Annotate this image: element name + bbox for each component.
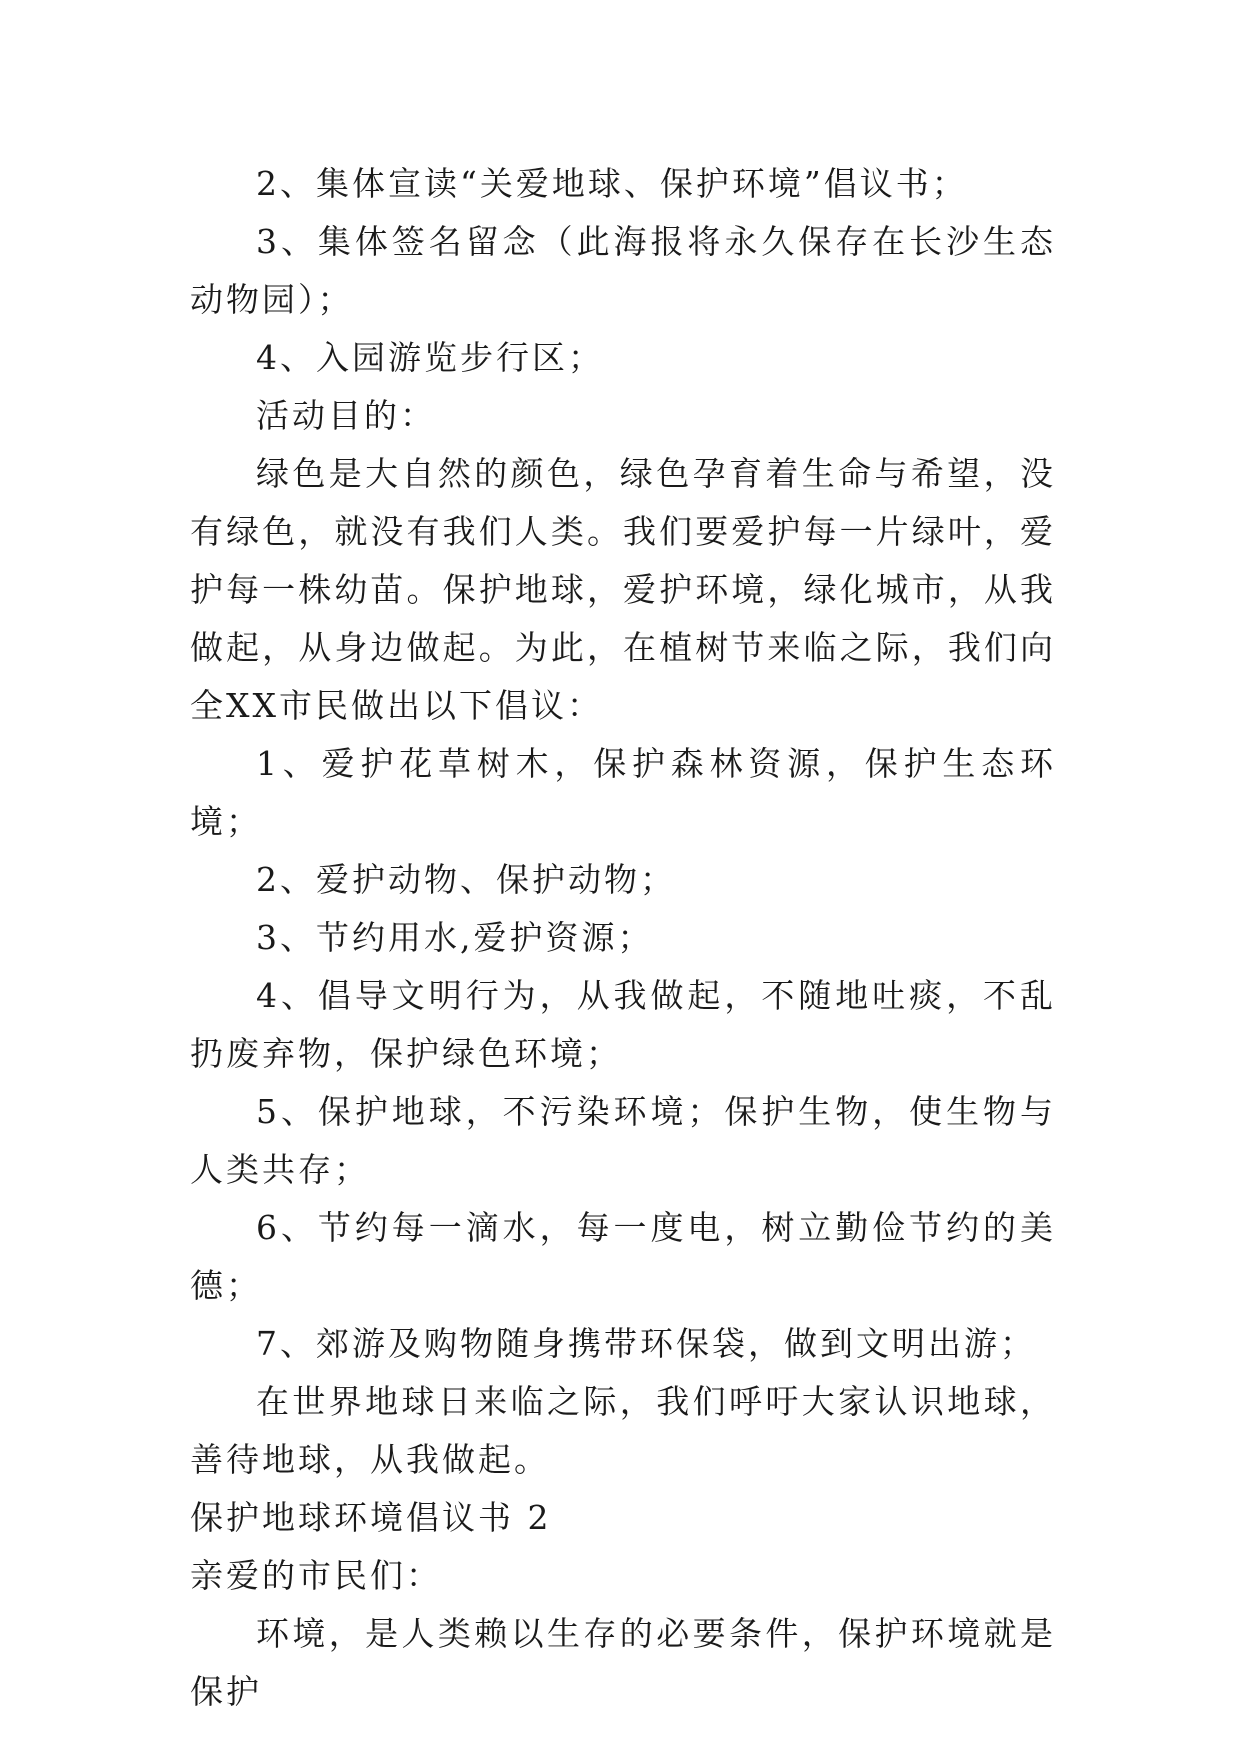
proposal-item-4: 4、倡导文明行为，从我做起，不随地吐痰，不乱扔废弃物，保护绿色环境； (190, 976, 1056, 1073)
list-item-2-read-proposal: 2、集体宣读“关爱地球、保护环境”倡议书； (256, 164, 968, 203)
section-heading-purpose: 活动目的： (256, 396, 436, 435)
list-item-4-visit-zone: 4、入园游览步行区； (256, 338, 604, 377)
proposal-item-6: 6、节约每一滴水，每一度电，树立勤俭节约的美德； (190, 1208, 1056, 1305)
document-body (190, 155, 1056, 1721)
salutation: 亲爱的市民们： (190, 1556, 442, 1595)
environment-paragraph: 环境，是人类赖以生存的必要条件，保护环境就是保护 (190, 1614, 1056, 1711)
section-title-proposal-2: 保护地球环境倡议书 2 (190, 1498, 552, 1537)
closing-paragraph: 在世界地球日来临之际，我们呼吁大家认识地球，善待地球，从我做起。 (190, 1382, 1056, 1479)
proposal-item-1: 1、爱护花草树木，保护森林资源，保护生态环境； (190, 744, 1056, 841)
proposal-item-7: 7、郊游及购物随身携带环保袋，做到文明出游； (256, 1324, 1036, 1363)
purpose-paragraph: 绿色是大自然的颜色，绿色孕育着生命与希望，没有绿色，就没有我们人类。我们要爱护每一片绿叶，爱护每一株幼苗。保护地球，爱护环境，绿化城市，从我做起，从身边做起。为此，在植树节来临之际，我们向全XX市民做出以下倡议： (190, 454, 1056, 725)
proposal-item-5: 5、保护地球，不污染环境；保护生物，使生物与人类共存； (190, 1092, 1056, 1189)
proposal-item-2: 2、爱护动物、保护动物； (256, 860, 676, 899)
list-item-3-sign-poster: 3、集体签名留念（此海报将永久保存在长沙生态动物园）； (190, 222, 1056, 319)
proposal-item-3: 3、节约用水,爱护资源； (256, 918, 654, 957)
